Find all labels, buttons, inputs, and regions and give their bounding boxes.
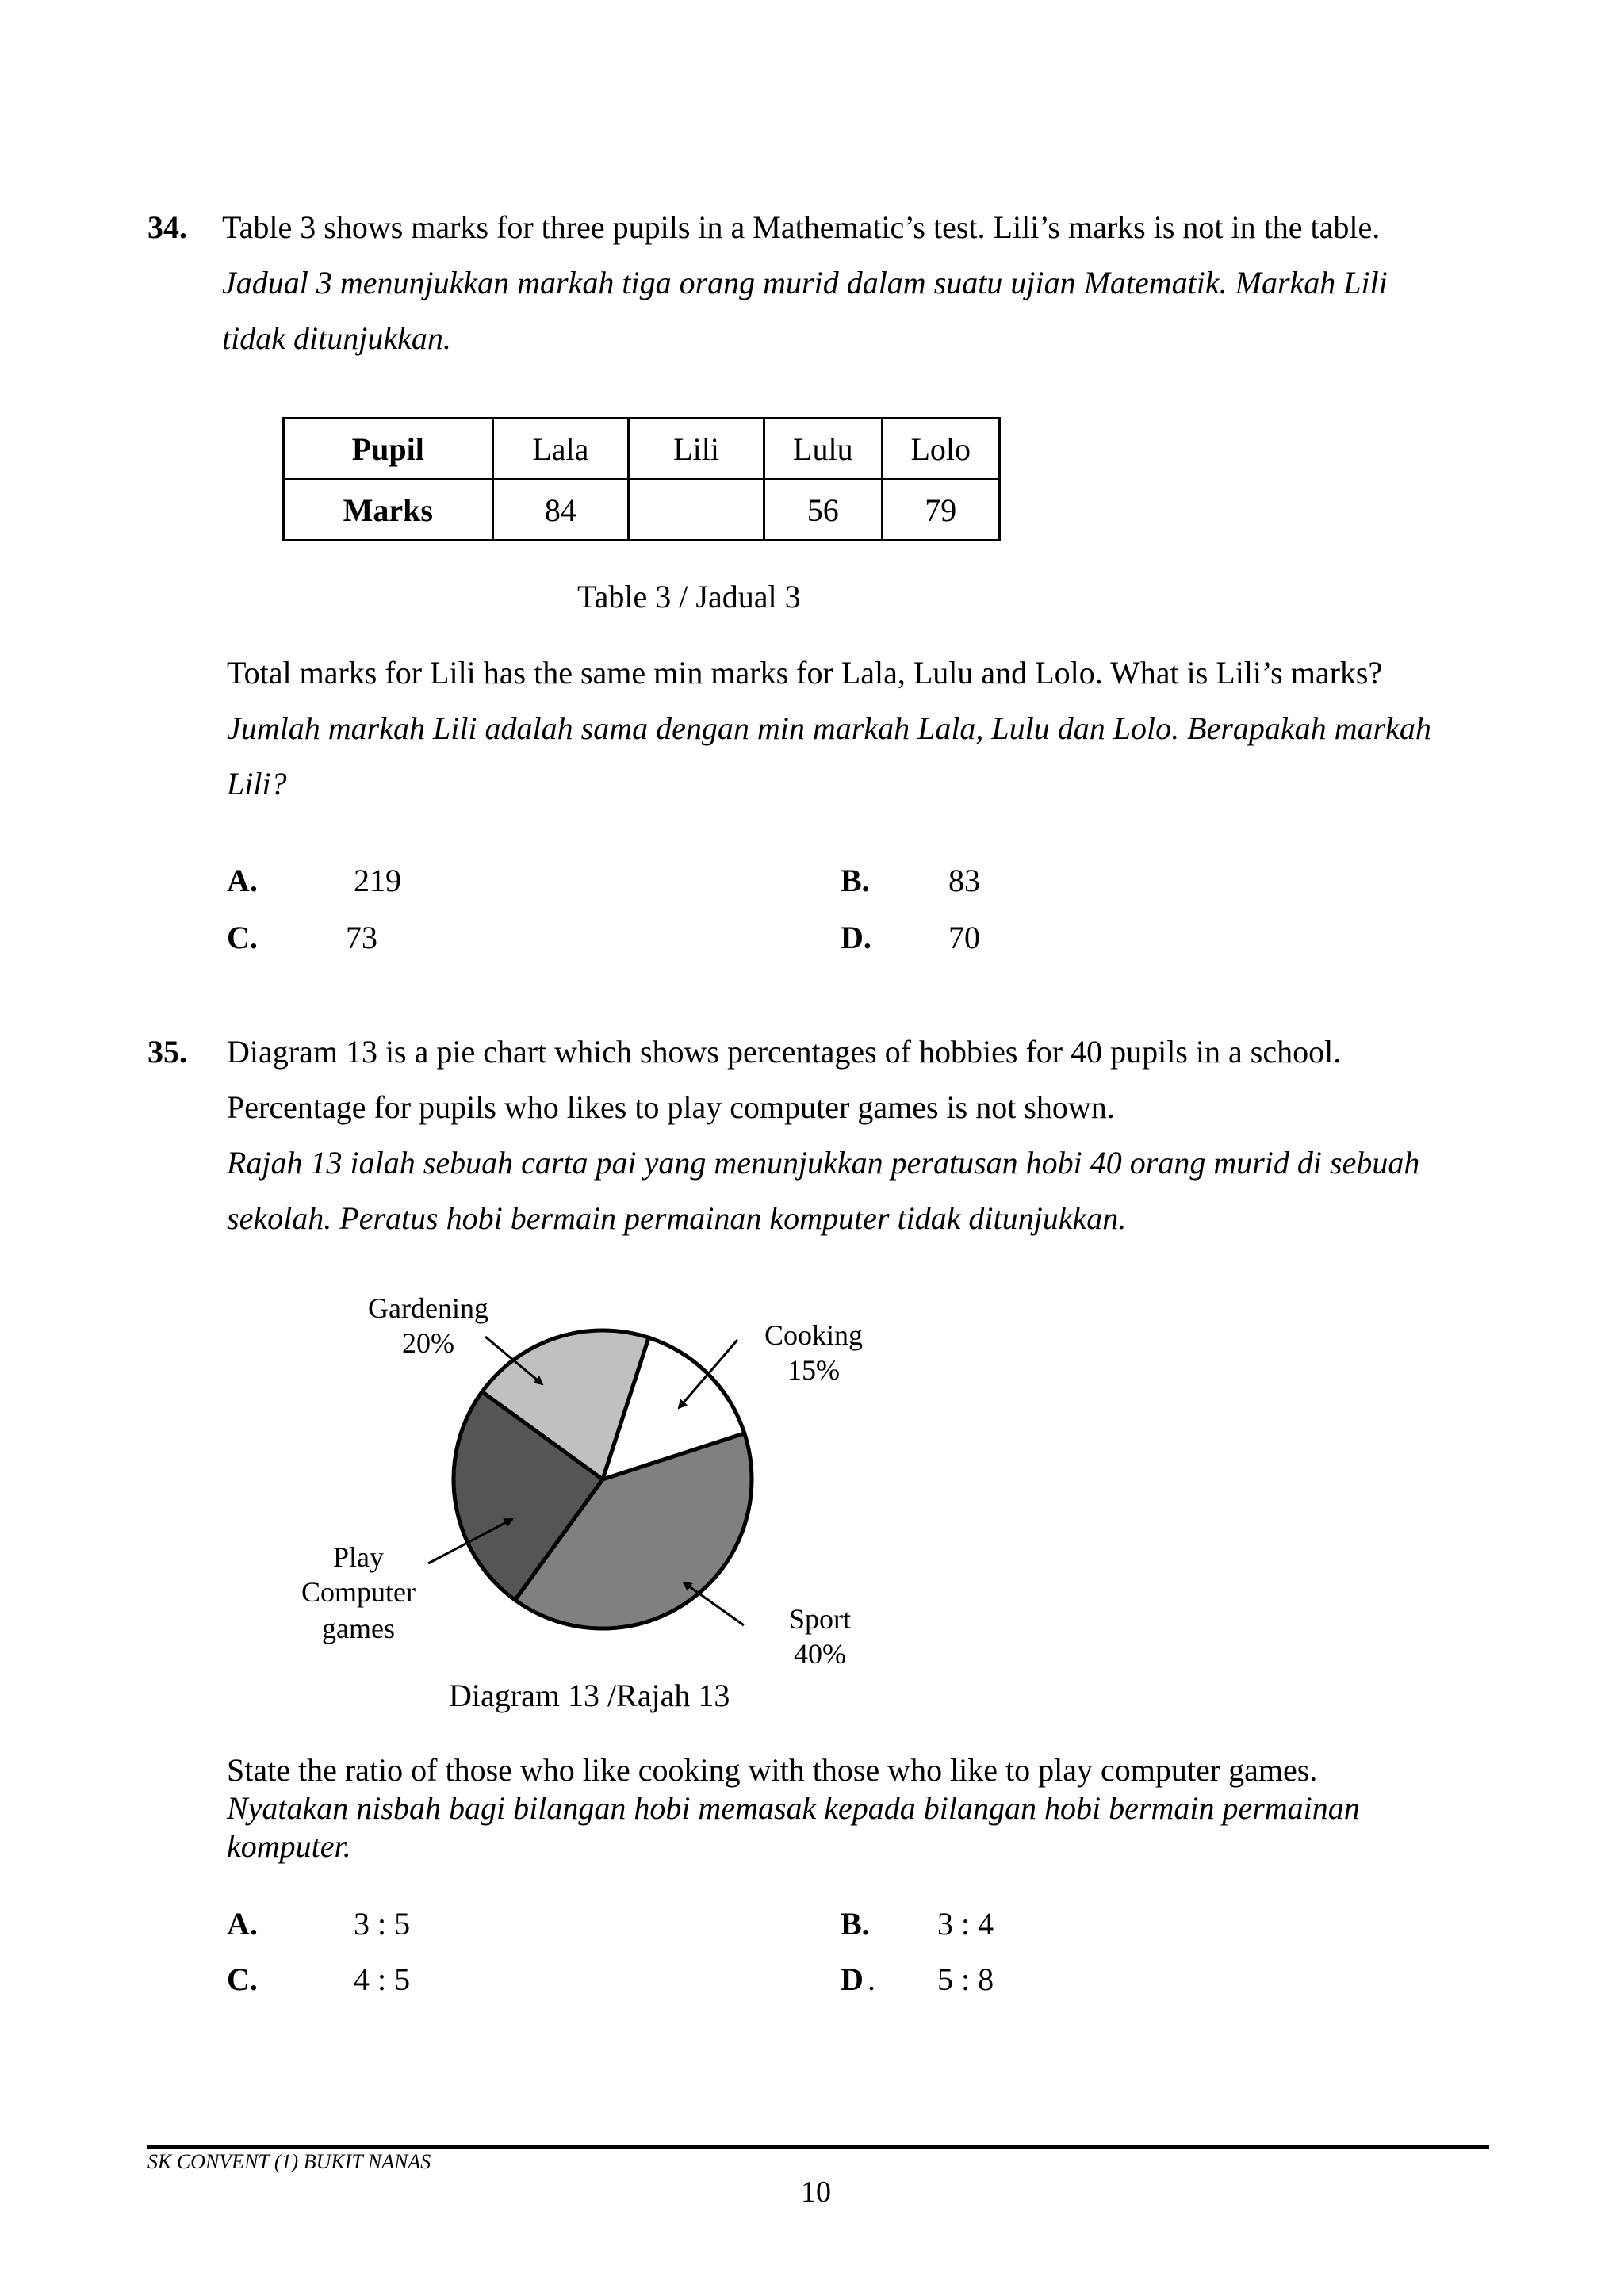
q35-option-a-value: 3 : 5: [354, 1906, 411, 1942]
footer-school: SK CONVENT (1) BUKIT NANAS: [147, 2150, 431, 2173]
sport-label: Sport: [788, 1603, 852, 1635]
q34-text-en: Table 3 shows marks for three pupils in a Mathematic’s test. Lili’s marks is not in the table.: [222, 209, 1381, 245]
table-caption: Table 3 / Jadual 3: [577, 579, 801, 614]
diagram-caption: Diagram 13 /Rajah 13: [449, 1678, 730, 1713]
table-cell: Lulu: [764, 419, 882, 480]
q34-option-a-value: 219: [354, 863, 401, 898]
q34-question-ms-2: Lili?: [227, 766, 287, 802]
q34-option-d-value: 70: [948, 920, 980, 955]
q35-text-en-2: Percentage for pupils who likes to play computer games is not shown.: [227, 1089, 1115, 1125]
q34-option-a-letter: A.: [227, 863, 258, 898]
q35-question-ms-1: Nyatakan nisbah bagi bilangan hobi memasak kepada bilangan hobi bermain permainan: [227, 1790, 1360, 1826]
q35-option-c-letter: C.: [227, 1961, 258, 1997]
table-cell: 84: [492, 480, 628, 541]
q34-question-en: Total marks for Lili has the same min marks for Lala, Lulu and Lolo. What is Lili’s marks?: [227, 655, 1383, 691]
table-cell: Lala: [492, 419, 628, 480]
q35-number: 35.: [147, 1034, 187, 1070]
q35-option-d-letter: D: [841, 1961, 864, 1997]
games-label-line1: Play: [332, 1541, 385, 1573]
table-cell: 79: [882, 480, 999, 541]
page-number: 10: [801, 2175, 831, 2209]
q35-text-en-1: Diagram 13 is a pie chart which shows percentages of hobbies for 40 pupils in a school.: [227, 1034, 1342, 1070]
q35-option-d-value: 5 : 8: [937, 1961, 994, 1997]
sport-arrow: [684, 1582, 744, 1625]
q34-text-ms-2: tidak ditunjukkan.: [222, 320, 451, 356]
gardening-percent: 20%: [402, 1327, 454, 1359]
q34-option-d-letter: D.: [841, 920, 871, 955]
q35-option-d-dot: .: [868, 1961, 875, 1997]
q35-text-ms-1: Rajah 13 ialah sebuah carta pai yang menunjukkan peratusan hobi 40 orang murid di sebuah: [227, 1145, 1420, 1181]
q34-option-b-value: 83: [948, 863, 980, 898]
gardening-label: Gardening: [368, 1292, 488, 1324]
table-header-marks: Marks: [284, 480, 493, 541]
games-label-line3: games: [322, 1613, 395, 1644]
q35-question-en: State the ratio of those who like cooking with those who like to play computer games.: [227, 1752, 1318, 1788]
q34-option-b-letter: B.: [841, 863, 870, 898]
cooking-percent: 15%: [787, 1354, 840, 1386]
table-cell: Lolo: [882, 419, 999, 480]
games-label-line2: Computer: [301, 1576, 416, 1608]
table-cell: Lili: [629, 419, 764, 480]
cooking-label: Cooking: [764, 1319, 864, 1351]
q35-option-a-letter: A.: [227, 1906, 258, 1942]
q35-option-b-value: 3 : 4: [937, 1906, 994, 1942]
q34-option-c-letter: C.: [227, 920, 258, 955]
q34-option-c-value: 73: [346, 920, 377, 955]
q34-text-ms-1: Jadual 3 menunjukkan markah tiga orang murid dalam suatu ujian Matematik. Markah Lili: [222, 265, 1388, 300]
q34-number: 34.: [147, 209, 187, 245]
table-header-pupil: Pupil: [284, 419, 493, 480]
q35-option-c-value: 4 : 5: [354, 1961, 411, 1997]
table-cell: 56: [764, 480, 882, 541]
sport-percent: 40%: [794, 1638, 846, 1670]
q34-question-ms-1: Jumlah markah Lili adalah sama dengan min markah Lala, Lulu dan Lolo. Berapakah markah: [227, 710, 1431, 746]
q35-option-b-letter: B.: [841, 1906, 870, 1942]
q35-text-ms-2: sekolah. Peratus hobi bermain permainan komputer tidak ditunjukkan.: [227, 1200, 1127, 1236]
footer-rule: [147, 2145, 1489, 2149]
q35-question-ms-2: komputer.: [227, 1828, 351, 1864]
